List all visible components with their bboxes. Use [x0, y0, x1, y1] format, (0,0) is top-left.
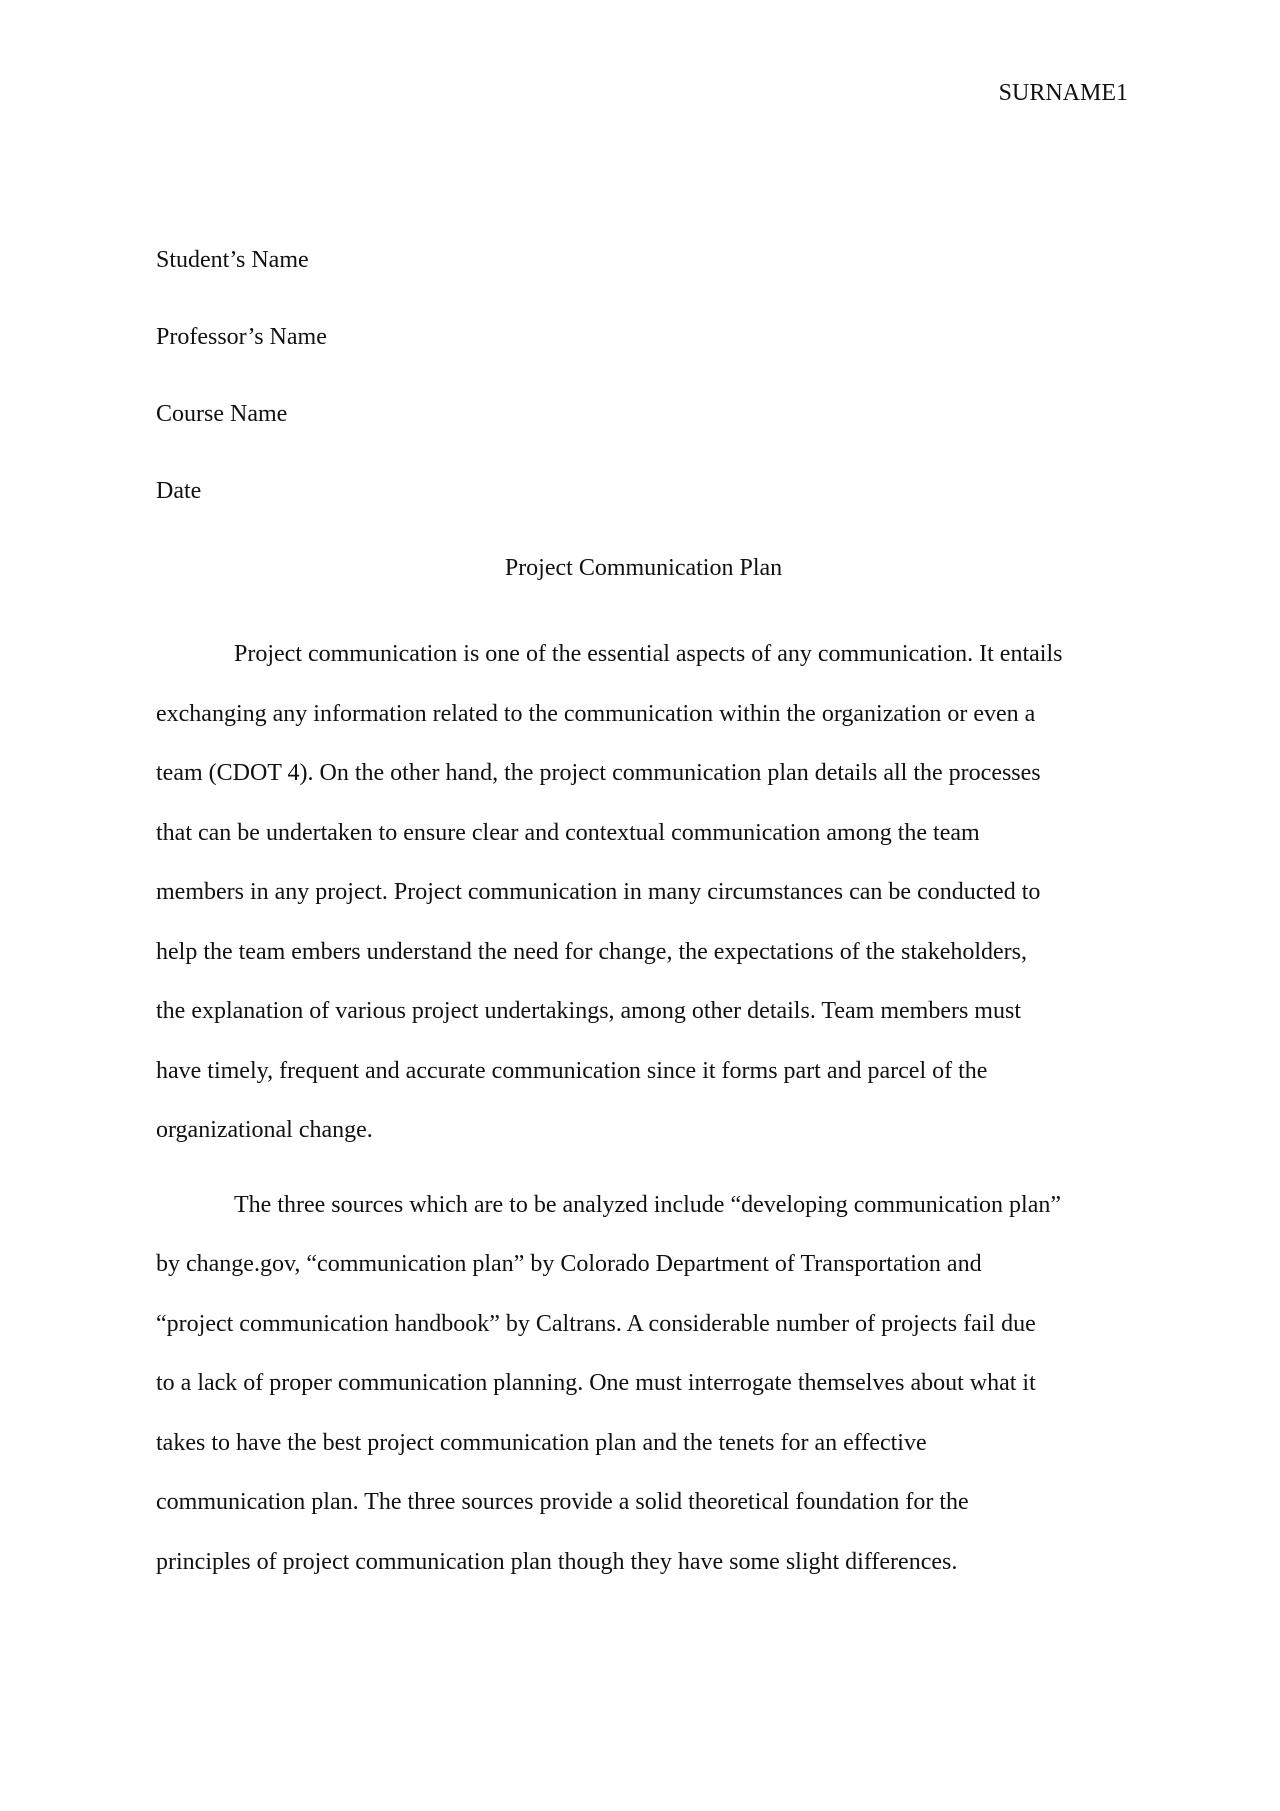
- paragraph-2: [156, 1176, 1131, 1593]
- paragraph-1: [156, 625, 1131, 1161]
- paragraph-line: The three sources which are to be analyzed include “developing communication plan”: [234, 1191, 1062, 1218]
- paragraph-line: help the team embers understand the need for change, the expectations of the stakeholders,: [156, 938, 1028, 965]
- paragraph-line: communication plan. The three sources provide a solid theoretical foundation for the: [156, 1489, 969, 1515]
- paragraph-line: the explanation of various project undertakings, among other details. Team members must: [156, 998, 1021, 1024]
- document-body: [156, 240, 1131, 1607]
- paragraph-line: exchanging any information related to the communication within the organization or even a: [156, 700, 1036, 727]
- student-name: Student’s Name: [156, 247, 309, 273]
- paragraph-line: Project communication is one of the essential aspects of any communication. It entails: [234, 641, 1063, 667]
- running-head: SURNAME1: [998, 80, 1128, 106]
- document-title: Project Communication Plan: [504, 555, 783, 581]
- paragraph-line: takes to have the best project communication plan and the tenets for an effective: [156, 1429, 927, 1456]
- paragraph-line: by change.gov, “communication plan” by Colorado Department of Transportation and: [156, 1251, 982, 1277]
- paragraph-line: to a lack of proper communication planning. One must interrogate themselves about what it: [156, 1370, 1036, 1396]
- paragraph-line: “project communication handbook” by Caltrans. A considerable number of projects fail due: [156, 1310, 1036, 1337]
- paragraph-line: have timely, frequent and accurate communication since it forms part and parcel of the: [156, 1057, 988, 1084]
- paragraph-line: organizational change.: [156, 1117, 373, 1143]
- course-name: Course Name: [156, 401, 288, 427]
- professor-name: Professor’s Name: [156, 324, 327, 350]
- paragraph-line: that can be undertaken to ensure clear and contextual communication among the team: [156, 819, 980, 846]
- paragraph-line: principles of project communication plan though they have some slight differences.: [156, 1548, 958, 1575]
- paragraph-line: members in any project. Project communication in many circumstances can be conducted to: [156, 879, 1041, 905]
- date-line: Date: [156, 478, 202, 504]
- paragraph-line: team (CDOT 4). On the other hand, the project communication plan details all the processes: [156, 760, 1041, 786]
